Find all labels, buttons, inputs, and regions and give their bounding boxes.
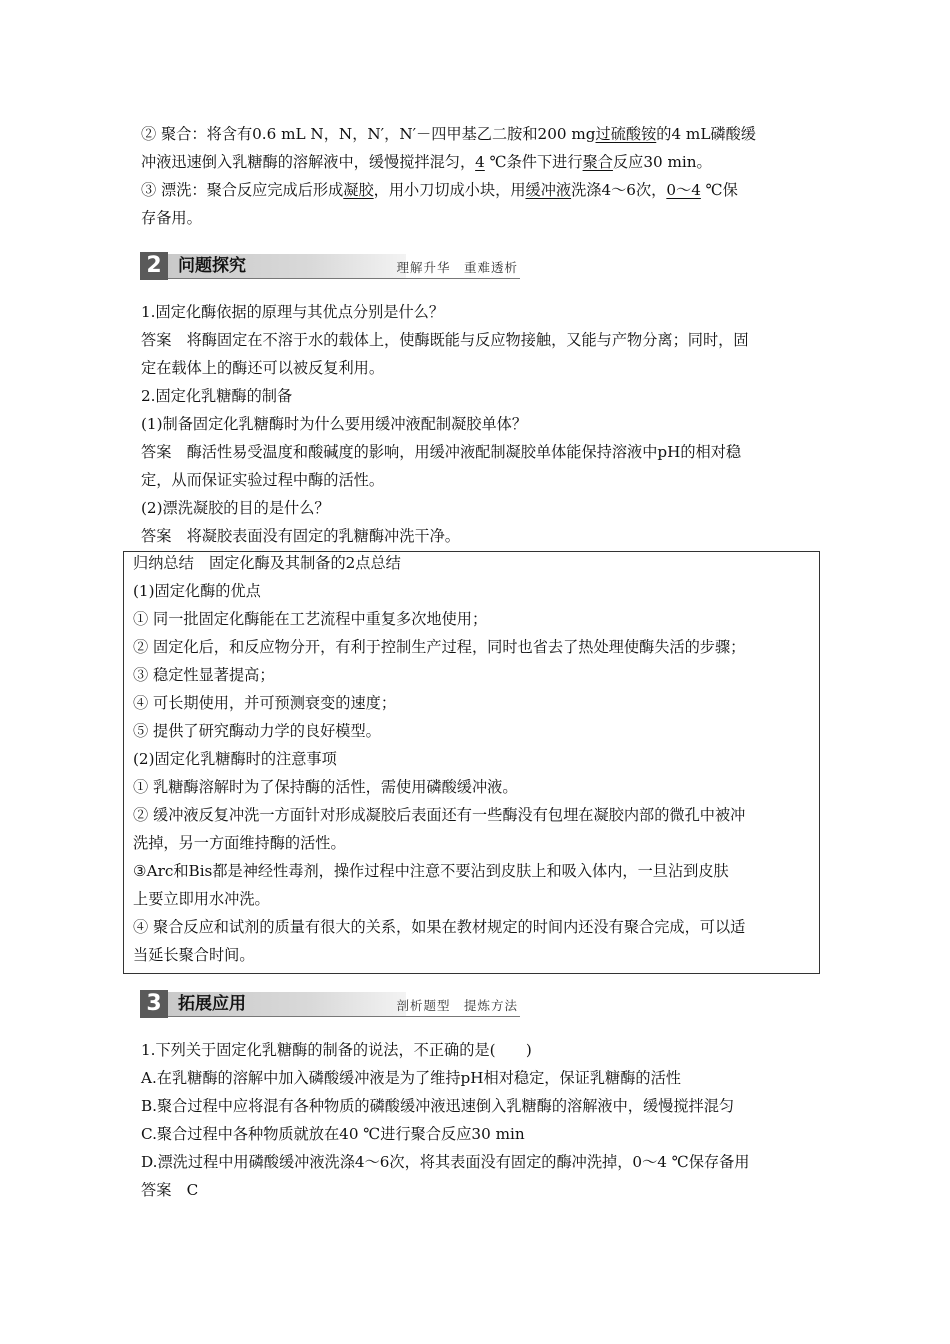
section-title: 问题探究 [178, 256, 246, 276]
question-line: (1)制备固定化乳糖酶时为什么要用缓冲液配制凝胶单体？ [141, 415, 528, 433]
option-b: B.聚合过程中应将混有各种物质的磷酸缓冲液迅速倒入乳糖酶的溶解液中，缓慢搅拌混匀 [141, 1097, 735, 1115]
answer-line: 答案 酶活性易受温度和酸碱度的影响，用缓冲液配制凝胶单体能保持溶液中pH的相对稳 [141, 443, 742, 461]
option-a: A.在乳糖酶的溶解中加入磷酸缓冲液是为了维持pH相对稳定，保证乳糖酶的活性 [141, 1069, 681, 1087]
summary-line: (1)固定化酶的优点 [133, 582, 261, 600]
section-header-2 [140, 252, 520, 280]
text-span: 的4 mL磷酸缓 [656, 125, 756, 143]
question-line: (2)漂洗凝胶的目的是什么？ [141, 499, 330, 517]
section-rule [168, 1016, 520, 1017]
answer-line: 定在载体上的酶还可以被反复利用。 [141, 359, 384, 377]
summary-line: ③Arc和Bis都是神经性毒剂，操作过程中注意不要沾到皮肤上和吸入体内，一旦沾到皮肤 [133, 862, 729, 880]
text-span: ℃条件下进行 [484, 153, 583, 171]
underlined-answer: 凝胶 [343, 181, 374, 199]
summary-line: ④ 可长期使用，并可预测衰变的速度； [133, 694, 397, 712]
option-c: C.聚合过程中各种物质就放在40 ℃进行聚合反应30 min [141, 1125, 525, 1143]
summary-line: 当延长聚合时间。 [133, 946, 255, 964]
summary-line: (2)固定化乳糖酶时的注意事项 [133, 750, 337, 768]
text-line [141, 176, 811, 204]
answer-line: 定，从而保证实验过程中酶的活性。 [141, 471, 384, 489]
section-title: 拓展应用 [178, 994, 246, 1014]
text-span: ② 聚合：将含有0.6 mL N，N，N′，N′－四甲基乙二胺和200 mg [141, 125, 596, 143]
text-line [141, 148, 811, 176]
question-line: 1.下列关于固定化乳糖酶的制备的说法，不正确的是( ) [141, 1041, 532, 1059]
summary-line: ① 同一批固定化酶能在工艺流程中重复多次地使用； [133, 610, 488, 628]
summary-line: ① 乳糖酶溶解时为了保持酶的活性，需使用磷酸缓冲液。 [133, 778, 518, 796]
text-span: ℃保 [700, 181, 738, 199]
summary-line: ④ 聚合反应和试剂的质量有很大的关系，如果在教材规定的时间内还没有聚合完成，可以适 [133, 918, 746, 936]
text-span: 冲液迅速倒入乳糖酶的溶解液中，缓慢搅拌混匀， [141, 153, 476, 171]
question-line: 1.固定化酶依据的原理与其优点分别是什么？ [141, 303, 445, 321]
summary-box [123, 551, 820, 974]
option-d: D.漂洗过程中用磷酸缓冲液洗涤4～6次，将其表面没有固定的酶冲洗掉，0～4 ℃保存备用 [141, 1153, 750, 1171]
summary-line: ③ 稳定性显著提高； [133, 666, 275, 684]
section-number: 2 [140, 252, 168, 280]
section-subtitle: 理解升华 重难透析 [396, 260, 518, 275]
answer-line: 答案 C [141, 1181, 199, 1199]
summary-line: ⑤ 提供了研究酶动力学的良好模型。 [133, 722, 381, 740]
answer-line: 答案 将酶固定在不溶于水的载体上，使酶既能与反应物接触，又能与产物分离；同时，固 [141, 331, 749, 349]
text-span: ③ 漂洗：聚合反应完成后形成 [141, 181, 344, 199]
underlined-answer: 0～4 [666, 181, 701, 199]
text-span: 反应30 min。 [612, 153, 712, 171]
section-number: 3 [140, 990, 168, 1018]
text-span: 存备用。 [141, 209, 202, 227]
answer-line: 答案 将凝胶表面没有固定的乳糖酶冲洗干净。 [141, 527, 460, 545]
text-span: ，用小刀切成小块，用 [373, 181, 526, 199]
text-span: 洗涤4～6次， [571, 181, 667, 199]
summary-line: 洗掉，另一方面维持酶的活性。 [133, 834, 346, 852]
summary-heading: 归纳总结 固定化酶及其制备的2点总结 [133, 554, 401, 572]
text-line [141, 120, 811, 148]
summary-line: ② 缓冲液反复冲洗一方面针对形成凝胶后表面还有一些酶没有包埋在凝胶内部的微孔中被冲 [133, 806, 746, 824]
underlined-answer: 聚合 [582, 153, 613, 171]
summary-line: ② 固定化后，和反应物分开，有利于控制生产过程，同时也省去了热处理使酶失活的步骤； [133, 638, 746, 656]
underlined-answer: 4 [475, 153, 485, 171]
question-line: 2.固定化乳糖酶的制备 [141, 387, 293, 405]
summary-line: 上要立即用水冲洗。 [133, 890, 270, 908]
section-subtitle: 剖析题型 提炼方法 [396, 998, 518, 1013]
underlined-answer: 缓冲液 [525, 181, 572, 199]
underlined-answer: 过硫酸铵 [595, 125, 657, 143]
section-rule [168, 278, 520, 279]
text-line [141, 204, 811, 232]
section-header-3 [140, 990, 520, 1018]
